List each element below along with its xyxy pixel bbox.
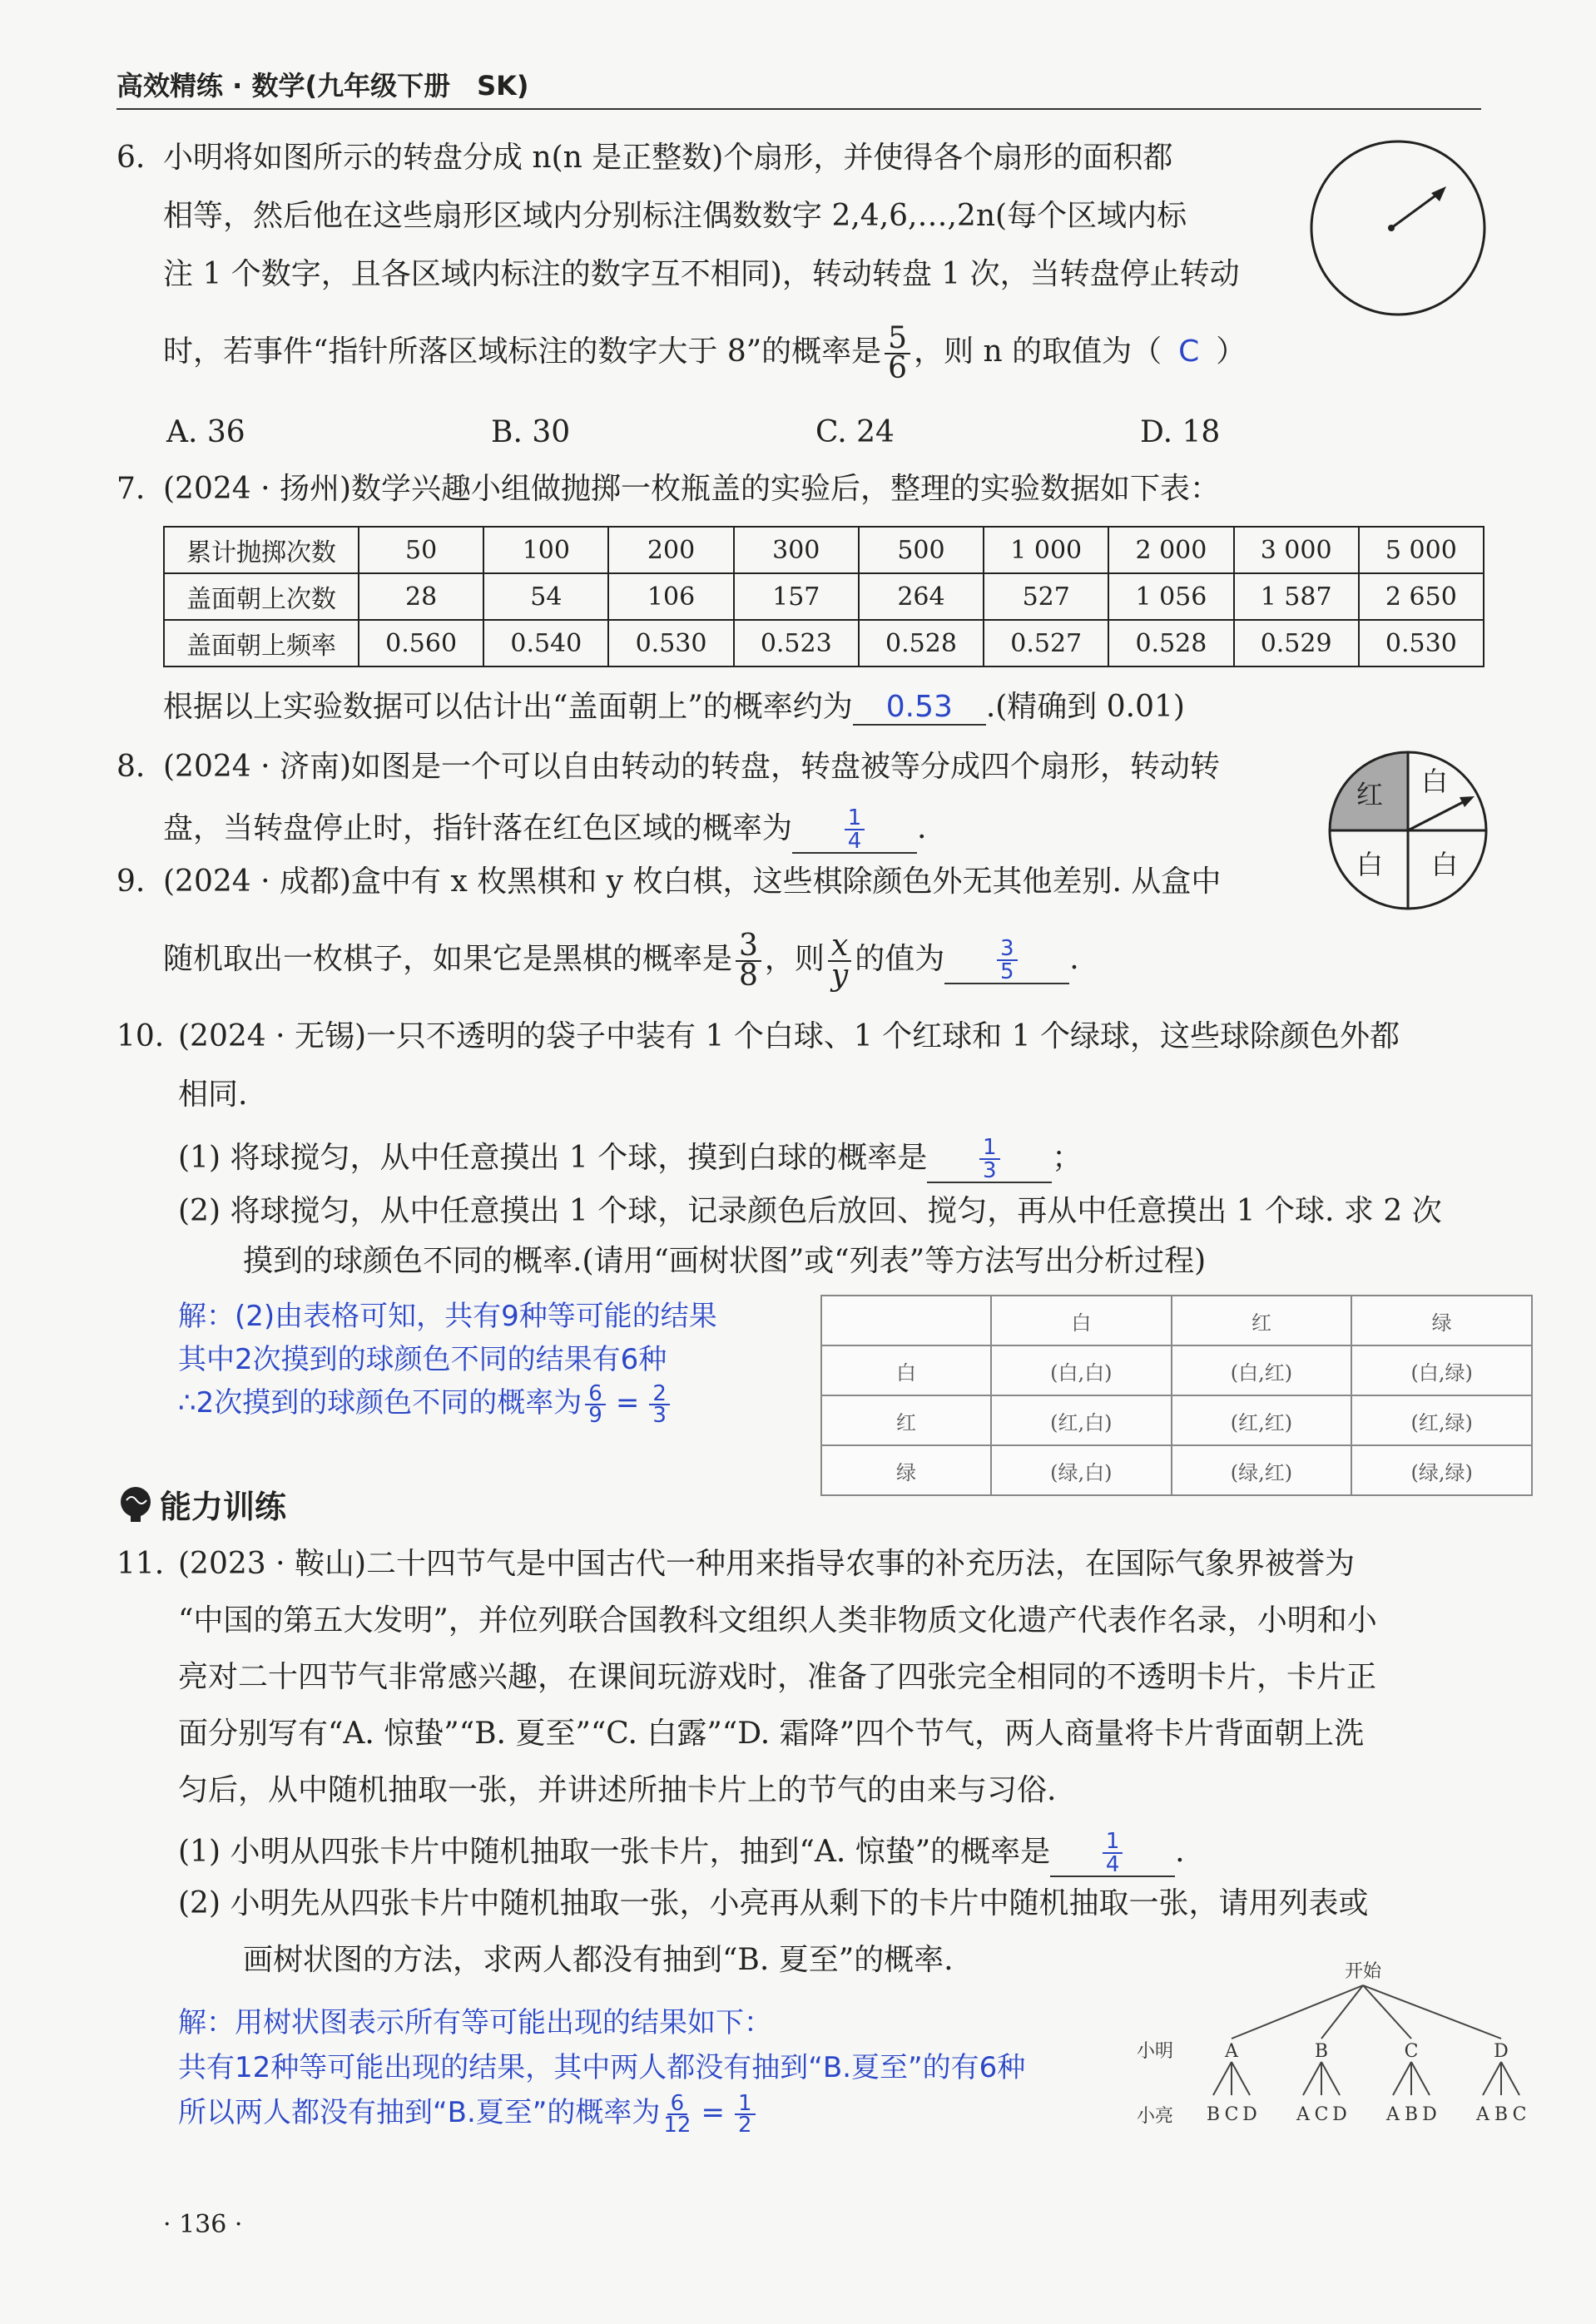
q11-line5: 匀后，从中随机抽取一张，并讲述所抽卡片上的节气的由来与习俗. xyxy=(178,1773,1057,1807)
table-cell: 157 xyxy=(734,573,859,620)
tree-node: A xyxy=(1225,2041,1238,2062)
q6-line4 xyxy=(163,321,1247,385)
tree-leaf: A xyxy=(1386,2104,1400,2125)
q6-line3: 注 1 个数字，且各区域内标注的数字互不相同)，转动转盘 1 次，当转盘停止转动 xyxy=(163,257,1240,291)
q11-solution-line2: 共有12种等可能出现的结果，其中两人都没有抽到“B.夏至”的有6种 xyxy=(178,2051,1026,2084)
q11-solution-equals: = xyxy=(701,2096,725,2129)
table-cell: 1 000 xyxy=(984,527,1108,573)
q10-solution-line3 xyxy=(178,1380,717,1428)
q7-conclusion xyxy=(163,691,1185,726)
q11-solution-frac2: $\frac{1}{2}$ xyxy=(735,2094,756,2135)
table-header-cell: 白 xyxy=(991,1296,1172,1345)
q9-fraction-1: $\frac{3}{8}$ xyxy=(736,932,761,990)
tree-leaf: A xyxy=(1476,2104,1489,2125)
q11-part2-line1: (2) 小明先从四张卡片中随机抽取一张，小亮再从剩下的卡片中随机抽取一张，请用列表或 xyxy=(178,1886,1369,1920)
tree-leaf: D xyxy=(1422,2104,1437,2125)
table-row xyxy=(821,1395,1532,1445)
table-cell: 28 xyxy=(359,573,483,620)
spinner-red-label: 红 xyxy=(1356,779,1384,810)
table-cell: 白 xyxy=(821,1345,991,1395)
q9-line2-post: 的值为 xyxy=(855,942,945,976)
q11-tree-diagram xyxy=(1130,1955,1538,2147)
q10-solution-frac2: $\frac{2}{3}$ xyxy=(649,1384,670,1425)
table-cell: (白,红) xyxy=(1172,1345,1352,1395)
table-cell: 0.528 xyxy=(1108,620,1233,666)
q8-number: 8. xyxy=(116,750,146,784)
table-cell: (红,红) xyxy=(1172,1395,1352,1445)
row-label: 盖面朝上次数 xyxy=(164,573,359,620)
q11-line4: 面分别写有“A. 惊蛰”“B. 夏至”“C. 白露”“D. 霜降”四个节气，两人商量将卡片背面朝上洗 xyxy=(178,1717,1365,1751)
q10-solution-line1: 解：(2)由表格可知，共有9种等可能的结果 xyxy=(178,1300,717,1333)
table-cell: (红,白) xyxy=(991,1395,1172,1445)
q8-answer: $\frac{1}{4}$ xyxy=(845,807,865,852)
brain-icon xyxy=(116,1485,155,1524)
table-cell: 500 xyxy=(859,527,984,573)
q11-solution xyxy=(178,2000,1026,2138)
q10-answer-table xyxy=(820,1295,1533,1496)
table-cell: 1 056 xyxy=(1108,573,1233,620)
q10-number: 10. xyxy=(116,1019,165,1053)
table-row xyxy=(164,527,1484,573)
section-heading xyxy=(116,1481,286,1527)
q6-option-c: C. 24 xyxy=(815,415,895,449)
q11-solution-frac1: $\frac{6}{12}$ xyxy=(663,2090,691,2138)
table-cell: (绿,绿) xyxy=(1351,1445,1532,1495)
q10-part1-blank xyxy=(927,1137,1052,1183)
table-cell: 0.530 xyxy=(608,620,733,666)
q6-line2: 相等，然后他在这些扇形区域内分别标注偶数数字 2,4,6,…,2n(每个区域内标 xyxy=(163,199,1187,233)
q11-part1-answer: $\frac{1}{4}$ xyxy=(1103,1831,1123,1876)
table-cell: (红,绿) xyxy=(1351,1395,1532,1445)
q8-answer-blank xyxy=(792,807,917,854)
q10-solution-text: ∴2次摸到的球颜色不同的概率为 xyxy=(178,1386,582,1420)
tree-row-label: 小明 xyxy=(1136,2041,1174,2062)
table-cell: 300 xyxy=(734,527,859,573)
table-cell: 0.560 xyxy=(359,620,483,666)
q6-option-a: A. 36 xyxy=(166,415,245,449)
table-cell: (绿,白) xyxy=(991,1445,1172,1495)
table-cell: 0.540 xyxy=(483,620,608,666)
q10-solution-frac1: $\frac{6}{9}$ xyxy=(585,1384,606,1425)
q9-number: 9. xyxy=(116,865,146,899)
q11-solution-line1: 解：用树状图表示所有等可能出现的结果如下： xyxy=(178,2006,772,2039)
q6-line1: 小明将如图所示的转盘分成 n(n 是正整数)个扇形，并使得各个扇形的面积都 xyxy=(163,141,1173,175)
q8-end: . xyxy=(917,811,927,845)
q10-part2-line2: 摸到的球颜色不同的概率.(请用“画树状图”或“列表”等方法写出分析过程) xyxy=(243,1244,1207,1278)
table-cell: 0.527 xyxy=(984,620,1108,666)
tree-leaf: D xyxy=(1332,2104,1347,2125)
q9-line1: (2024 · 成都)盒中有 x 枚黑棋和 y 枚白棋，这些棋除颜色外无其他差别. 从盒中 xyxy=(163,865,1222,899)
table-cell: 527 xyxy=(984,573,1108,620)
q9-line2-pre: 随机取出一枚棋子，如果它是黑棋的概率是 xyxy=(163,942,733,976)
tree-leaf: B xyxy=(1404,2104,1419,2125)
tree-leaf: C xyxy=(1314,2104,1329,2125)
table-row xyxy=(164,620,1484,666)
q9-end: . xyxy=(1069,942,1079,976)
q11-line2: “中国的第五大发明”，并位列联合国教科文组织人类非物质文化遗产代表作名录，小明和小 xyxy=(178,1603,1377,1638)
table-cell: 3 000 xyxy=(1234,527,1359,573)
table-cell: 5 000 xyxy=(1359,527,1484,573)
q11-part1-end: . xyxy=(1175,1835,1185,1869)
tree-leaf: C xyxy=(1512,2104,1527,2125)
page-header xyxy=(116,65,1481,110)
table-cell: 50 xyxy=(359,527,483,573)
table-cell: 0.523 xyxy=(734,620,859,666)
q9-line2 xyxy=(163,929,1079,993)
table-cell: 绿 xyxy=(821,1445,991,1495)
tree-leaf: B xyxy=(1206,2104,1221,2125)
tree-leaf: B xyxy=(1494,2104,1509,2125)
table-cell: 100 xyxy=(483,527,608,573)
table-cell: (白,白) xyxy=(991,1345,1172,1395)
table-cell: 0.528 xyxy=(859,620,984,666)
q6-answer: C xyxy=(1178,334,1200,369)
q11-solution-text: 所以两人都没有抽到“B.夏至”的概率为 xyxy=(178,2096,661,2129)
table-cell: 0.530 xyxy=(1359,620,1484,666)
tree-root: 开始 xyxy=(1344,1961,1382,1982)
tree-leaf: A xyxy=(1296,2104,1310,2125)
table-row xyxy=(821,1445,1532,1495)
q10-solution-line2: 其中2次摸到的球颜色不同的结果有6种 xyxy=(178,1343,667,1376)
q7-answer: 0.53 xyxy=(853,691,986,726)
table-cell: 200 xyxy=(608,527,733,573)
table-header-cell: 红 xyxy=(1172,1296,1352,1345)
q10-line2: 相同. xyxy=(178,1078,248,1112)
q10-part1 xyxy=(178,1137,1082,1183)
q8-line1: (2024 · 济南)如图是一个可以自由转动的转盘，转盘被等分成四个扇形，转动转 xyxy=(163,750,1221,784)
q10-part1-text: (1) 将球搅匀，从中任意摸出 1 个球，摸到白球的概率是 xyxy=(178,1141,928,1175)
q11-part1 xyxy=(178,1831,1185,1877)
q8-line2 xyxy=(163,807,926,854)
table-cell: 0.529 xyxy=(1234,620,1359,666)
table-cell: 红 xyxy=(821,1395,991,1445)
q6-option-d: D. 18 xyxy=(1140,415,1221,449)
q7-stem: (2024 · 扬州)数学兴趣小组做抛掷一枚瓶盖的实验后，整理的实验数据如下表： xyxy=(163,472,1221,506)
q9-fraction-2: $\frac{x}{y}$ xyxy=(828,932,851,990)
q8-line2-text: 盘，当转盘停止时，指针落在红色区域的概率为 xyxy=(163,811,793,845)
q11-line1: (2023 · 鞍山)二十四节气是中国古代一种用来指导农事的补充历法，在国际气象界被誉为 xyxy=(178,1547,1356,1581)
table-row xyxy=(164,573,1484,620)
tree-node: D xyxy=(1494,2041,1509,2062)
q10-part2-line1: (2) 将球搅匀，从中任意摸出 1 个球，记录颜色后放回、搅匀，再从中任意摸出 1 个球. 求 2 次 xyxy=(178,1194,1442,1228)
q7-number: 7. xyxy=(116,472,146,506)
q7-conclusion-pre: 根据以上实验数据可以估计出“盖面朝上”的概率约为 xyxy=(163,690,853,724)
spinner-white-label: 白 xyxy=(1356,849,1384,880)
table-cell: 2 650 xyxy=(1359,573,1484,620)
table-row xyxy=(821,1345,1532,1395)
row-label: 累计抛掷次数 xyxy=(164,527,359,573)
tree-leaf: C xyxy=(1224,2104,1239,2125)
table-header-cell: 绿 xyxy=(1351,1296,1532,1345)
table-header-cell xyxy=(821,1296,991,1345)
q6-line4-pre: 时，若事件“指针所落区域标注的数字大于 8”的概率是 xyxy=(163,334,882,369)
table-cell: 54 xyxy=(483,573,608,620)
q10-part1-answer: $\frac{1}{3}$ xyxy=(979,1137,1000,1182)
q6-line4-post: ，则 n 的取值为（ xyxy=(914,334,1162,369)
tree-row-label: 小亮 xyxy=(1136,2106,1174,2127)
row-label: 盖面朝上频率 xyxy=(164,620,359,666)
tree-node: B xyxy=(1314,2041,1329,2062)
q6-close: ） xyxy=(1216,334,1247,369)
table-cell: (绿,红) xyxy=(1172,1445,1352,1495)
table-cell: 1 587 xyxy=(1234,573,1359,620)
q8-spinner-figure xyxy=(1326,749,1489,912)
section-title: 能力训练 xyxy=(160,1489,287,1525)
q10-solution xyxy=(178,1295,717,1428)
q10-line1: (2024 · 无锡)一只不透明的袋子中装有 1 个白球、1 个红球和 1 个绿球，这些球除颜色外都 xyxy=(178,1019,1400,1053)
q11-part2-line2: 画树状图的方法，求两人都没有抽到“B. 夏至”的概率. xyxy=(243,1943,954,1977)
q6-options xyxy=(166,416,1248,449)
table-cell: (白,绿) xyxy=(1351,1345,1532,1395)
spinner-white-label: 白 xyxy=(1420,766,1449,797)
page-number: · 136 · xyxy=(163,2210,243,2239)
q9-answer: $\frac{3}{5}$ xyxy=(997,938,1018,983)
q11-part1-text: (1) 小明从四张卡片中随机抽取一张卡片，抽到“A. 惊蛰”的概率是 xyxy=(178,1835,1051,1869)
header-title: 高效精练 · 数学(九年级下册 SK) xyxy=(116,70,529,102)
q6-number: 6. xyxy=(116,141,146,175)
table-cell: 2 000 xyxy=(1108,527,1233,573)
q6-spinner-figure xyxy=(1308,138,1488,318)
q7-conclusion-post: .(精确到 0.01) xyxy=(985,690,1185,724)
q6-fraction: $\frac{5}{6}$ xyxy=(885,325,910,383)
tree-leaf: D xyxy=(1242,2104,1257,2125)
table-row xyxy=(821,1296,1532,1345)
q9-mid: ，则 xyxy=(764,942,825,976)
table-cell: 106 xyxy=(608,573,733,620)
spinner-white-label: 白 xyxy=(1430,849,1459,880)
q10-part1-end: ； xyxy=(1052,1141,1083,1175)
q11-solution-line3 xyxy=(178,2090,1025,2138)
q10-solution-equals: = xyxy=(615,1386,640,1420)
q11-number: 11. xyxy=(116,1547,165,1581)
q7-data-table xyxy=(163,526,1484,667)
q11-part1-blank xyxy=(1050,1831,1175,1877)
q9-answer-blank xyxy=(944,938,1069,984)
tree-node: C xyxy=(1404,2041,1419,2062)
table-cell: 264 xyxy=(859,573,984,620)
q11-line3: 亮对二十四节气非常感兴趣，在课间玩游戏时，准备了四张完全相同的不透明卡片，卡片正 xyxy=(178,1660,1377,1694)
q6-option-b: B. 30 xyxy=(491,415,571,449)
